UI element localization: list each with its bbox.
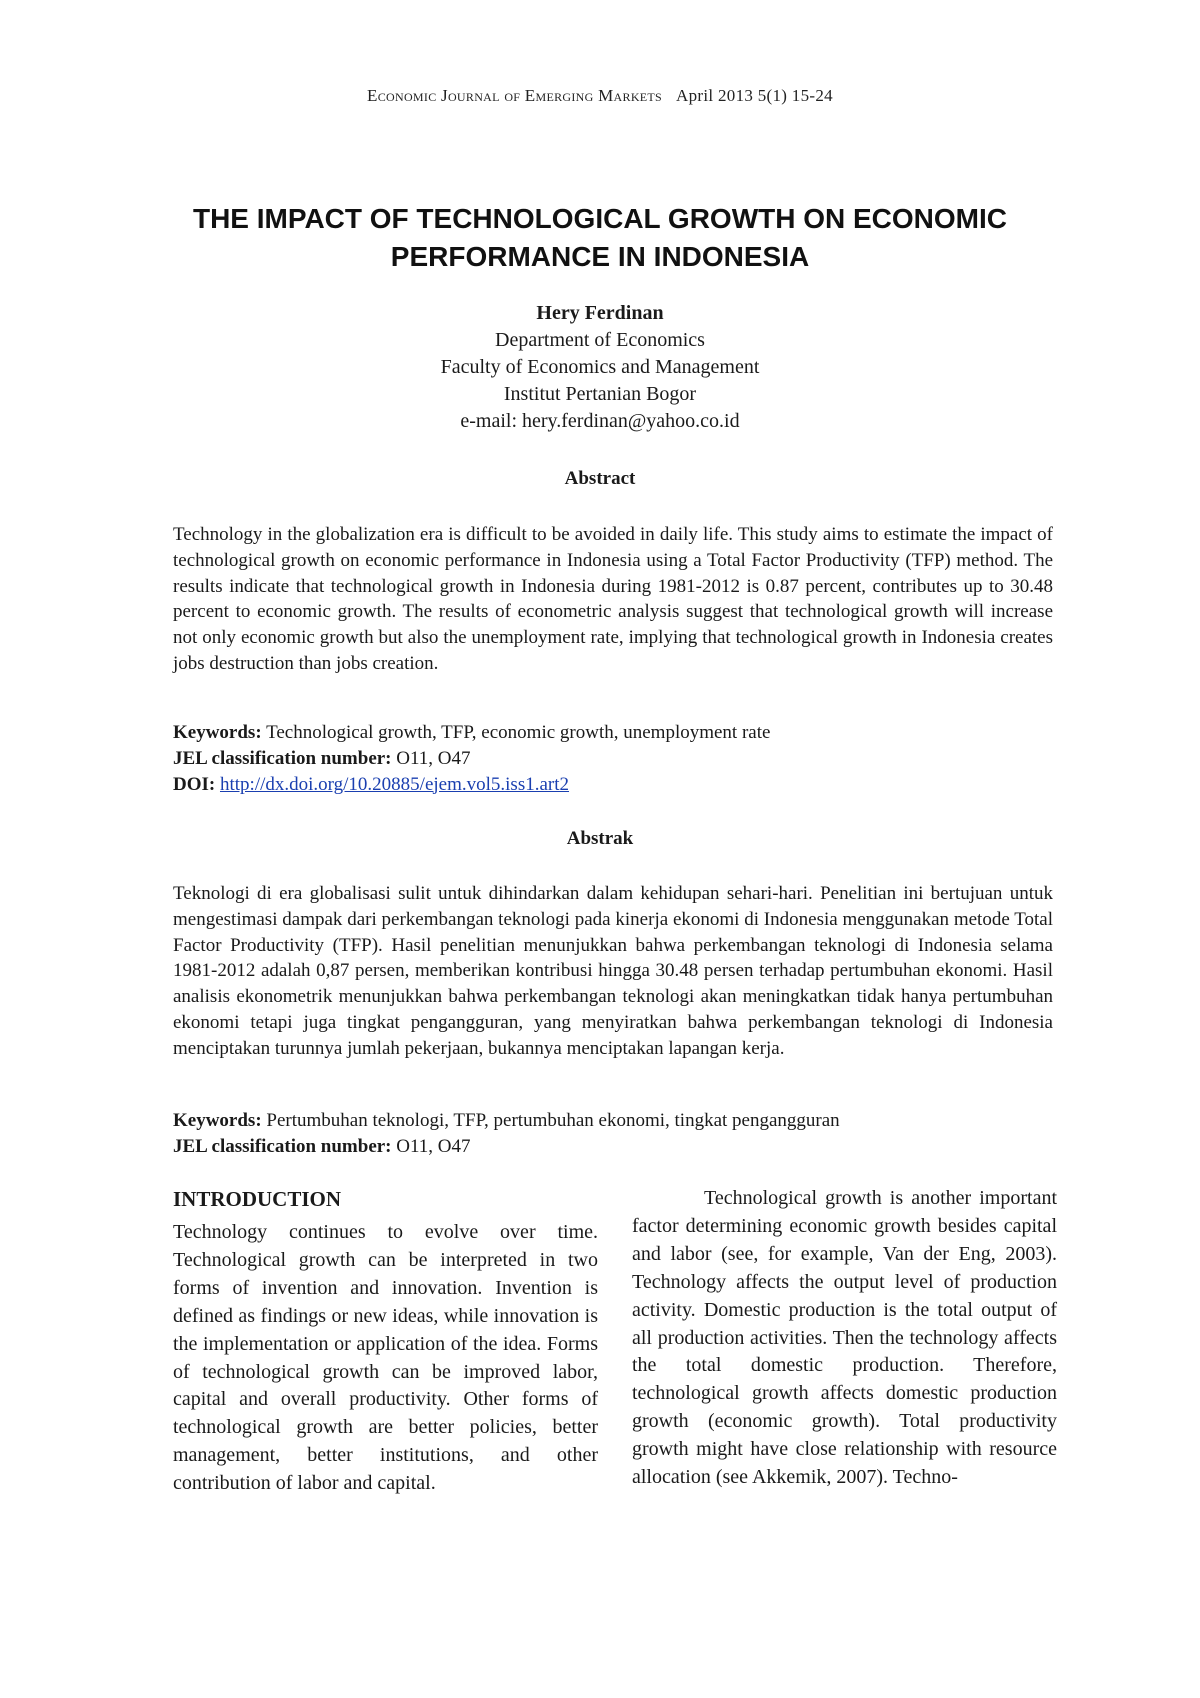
doi-line bbox=[173, 772, 1053, 798]
author-institution: Institut Pertanian Bogor bbox=[503, 383, 697, 405]
abstract-heading: Abstract bbox=[564, 468, 636, 489]
issue-citation: April 2013 5(1) 15-24 bbox=[676, 86, 833, 105]
introduction-left-column: Technology continues to evolve over time. Technological growth can be interpreted in two forms of invention and innovation. Invention is defined as findings or new ideas, while innovation is the implementation or application of the idea. Forms of technological growth can be improved labor, capital and overall productivity. Other forms of technological growth are better policies, better management, better institutions, and other contribution of labor and capital. bbox=[173, 1221, 598, 1495]
jel-label: JEL classification number: bbox=[173, 747, 392, 769]
kata-kunci-line bbox=[173, 1108, 1053, 1134]
jel-value: O11, O47 bbox=[396, 1135, 471, 1157]
journal-name: Economic Journal of Emerging Markets bbox=[367, 86, 663, 105]
doi-link[interactable]: http://dx.doi.org/10.20885/ejem.vol5.iss1.art2 bbox=[219, 773, 570, 795]
abstract-meta bbox=[173, 720, 1053, 797]
keywords-value: Technological growth, TFP, economic growth, unemployment rate bbox=[266, 722, 771, 743]
keywords-label: Keywords: bbox=[173, 722, 262, 743]
keywords-value: Pertumbuhan teknologi, TFP, pertumbuhan ekonomi, tingkat pengangguran bbox=[266, 1110, 840, 1131]
jel-line bbox=[173, 746, 1053, 772]
author-faculty: Faculty of Economics and Management bbox=[440, 356, 760, 378]
jel-value: O11, O47 bbox=[396, 747, 471, 769]
abstrak-heading: Abstrak bbox=[566, 828, 634, 849]
paper-title: THE IMPACT OF TECHNOLOGICAL GROWTH ON ECONOMIC PERFORMANCE IN INDONESIA bbox=[192, 203, 1008, 272]
doi-label: DOI: bbox=[173, 773, 216, 795]
introduction-right-column: Technological growth is another important factor determining economic growth besides capital and labor (see, for example, Van der Eng, 2003). Technology affects the output level of production activity. Domestic production is the total output of all production activities. Then the technology affects the total domestic production. Therefore, technological growth affects domestic production growth (economic growth). Total productivity growth might have close relationship with resource allocation (see Akkemik, 2007). Techno- bbox=[632, 1187, 1057, 1489]
keywords-line bbox=[173, 720, 1053, 746]
jel-label: JEL classification number: bbox=[173, 1135, 392, 1157]
author-email: e-mail: hery.ferdinan@yahoo.co.id bbox=[460, 410, 740, 432]
author-block bbox=[0, 300, 1200, 435]
abstrak-meta bbox=[173, 1108, 1053, 1160]
abstract-text: Technology in the globalization era is difficult to be avoided in daily life. This study aims to estimate the impact of technological growth on economic performance in Indonesia using a Total Factor Productivity (TFP) method. The results indicate that technological growth in Indonesia during 1981-2012 is 0.87 percent, contributes up to 30.48 percent to economic growth. The results of econometric analysis suggest that technological growth will increase not only economic growth but also the unemployment rate, implying that technological growth in Indonesia creates jobs destruction than jobs creation. bbox=[173, 524, 1053, 674]
jel-line bbox=[173, 1134, 1053, 1160]
introduction-heading: INTRODUCTION bbox=[173, 1187, 342, 1211]
author-department: Department of Economics bbox=[495, 329, 705, 351]
running-header bbox=[0, 86, 1200, 106]
author-name: Hery Ferdinan bbox=[536, 302, 664, 324]
abstrak-text: Teknologi di era globalisasi sulit untuk dihindarkan dalam kehidupan sehari-hari. Penelitian ini bertujuan untuk mengestimasi dampak dari perkembangan teknologi pada kinerja ekonomi di Indonesia menggunakan metode Total Factor Productivity (TFP). Hasil penelitian menunjukkan bahwa perkembangan teknologi di Indonesia selama 1981-2012 adalah 0,87 persen, memberikan kontribusi hingga 30.48 persen terhadap pertumbuhan ekonomi. Hasil analisis ekonometrik menunjukkan bahwa perkembangan teknologi akan meningkatkan tidak hanya pertumbuhan ekonomi tetapi juga tingkat pengangguran, yang menyiratkan bahwa perkembangan teknologi di Indonesia menciptakan turunnya jumlah pekerjaan, bukannya menciptakan lapangan kerja. bbox=[173, 883, 1053, 1059]
keywords-label: Keywords: bbox=[173, 1110, 262, 1131]
